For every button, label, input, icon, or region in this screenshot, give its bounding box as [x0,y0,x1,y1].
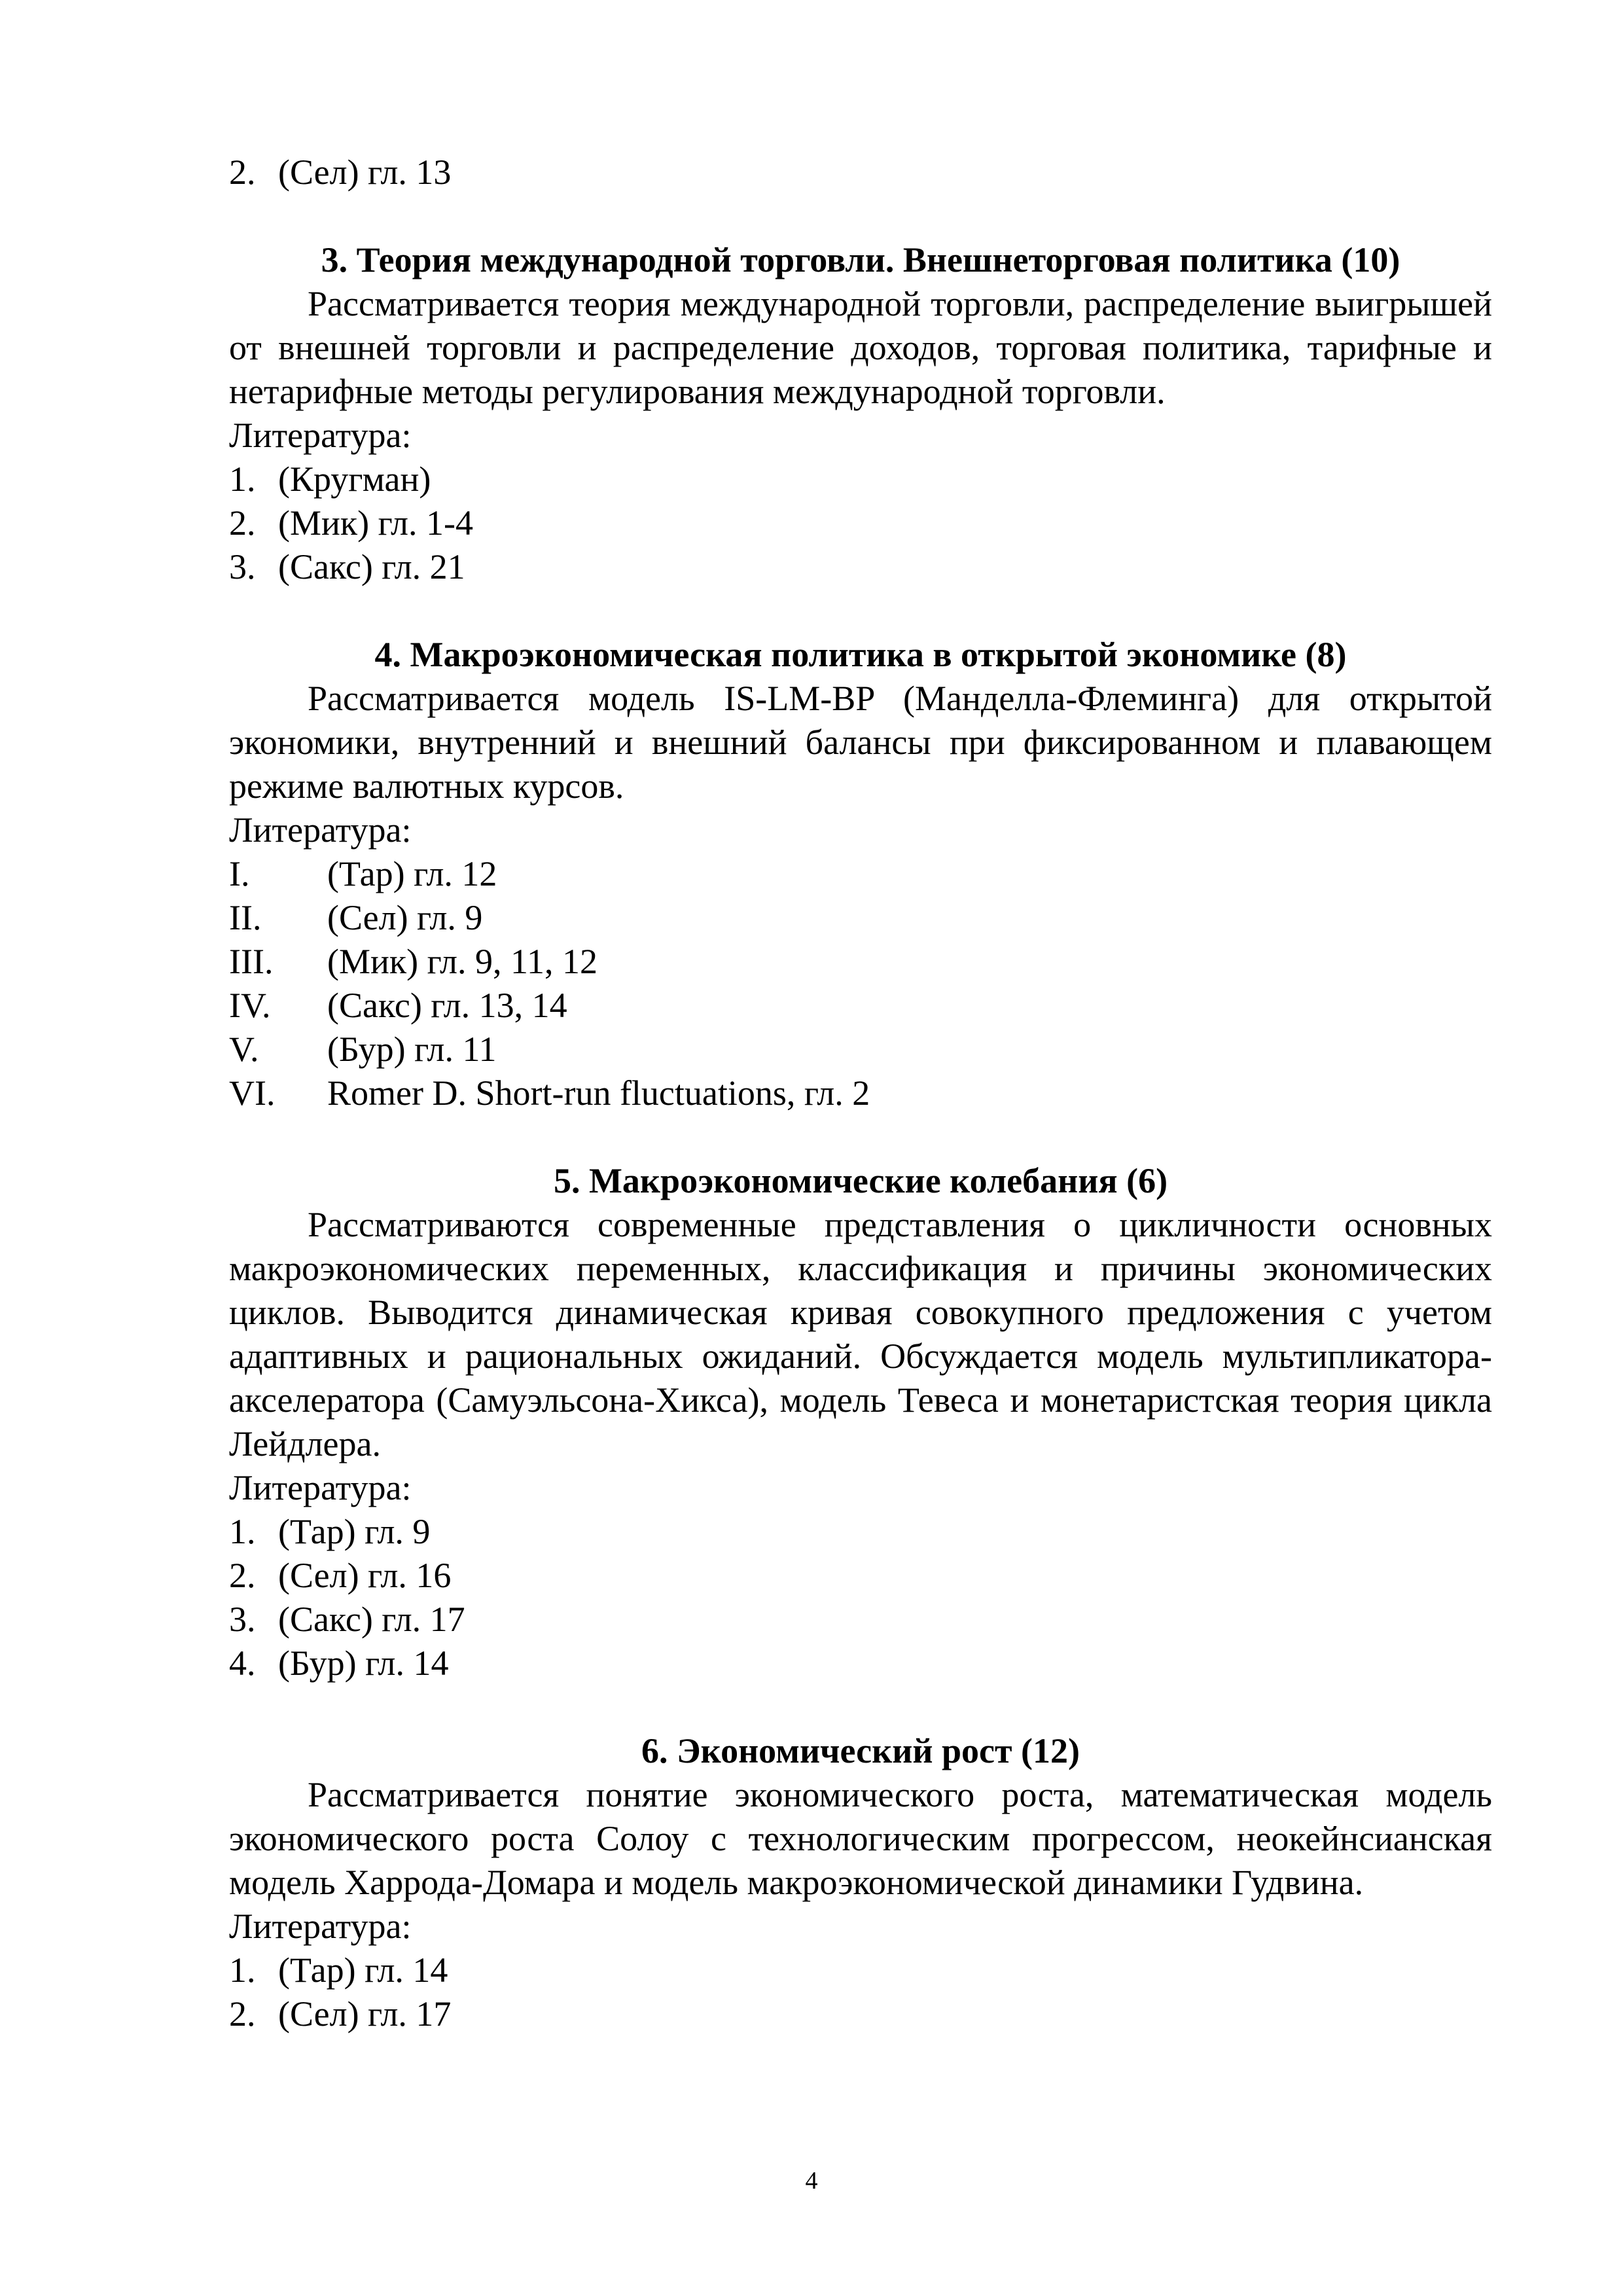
section-paragraph: Рассматривается модель IS-LM-BP (Манделла-Флеминга) для открытой экономики, внутренний и внешний балансы при фиксированном и плавающем режиме валютных курсов. [229,679,1492,806]
list-text: (Тар) гл. 9 [278,1512,431,1551]
list-number: IV. [229,986,271,1025]
list-item [229,151,1492,194]
list-number: V. [229,1030,259,1069]
list-item [229,545,1492,589]
literature-label: Литература: [229,1468,412,1507]
list-text: (Мик) гл. 1-4 [278,503,473,543]
list-number: 1. [229,459,256,499]
list-item [229,1948,1492,1992]
list-item [229,457,1492,501]
section-title: 6. Экономический рост (12) [641,1731,1080,1770]
list-number: 3. [229,547,256,586]
list-number: 2. [229,503,256,543]
list-text: (Мик) гл. 9, 11, 12 [327,942,597,981]
section-6 [229,1729,1492,2036]
list-text: (Сакс) гл. 13, 14 [327,986,567,1025]
list-number: 3. [229,1600,256,1639]
list-item [229,984,1492,1028]
literature-label: Литература: [229,416,412,455]
list-item [229,1598,1492,1641]
list-number: 4. [229,1643,256,1683]
section-4 [229,633,1492,1115]
section-paragraph: Рассматривается понятие экономического роста, математическая модель экономического роста Солоу с технологическим прогрессом, неокейнсианская модель Харрода-Домара и модель макроэкономической динамики Гудвина. [229,1775,1492,1902]
list-number: 1. [229,1512,256,1551]
list-text: (Тар) гл. 12 [327,854,497,893]
list-item [229,852,1492,896]
list-number: 2. [229,1994,256,2034]
page-number: 4 [805,2167,818,2195]
list-text: (Бур) гл. 11 [327,1030,497,1069]
list-text: (Сел) гл. 17 [278,1994,452,2034]
list-item [229,1992,1492,2036]
literature-label: Литература: [229,810,412,850]
page-body [229,151,1492,2036]
list-item [229,896,1492,940]
section-title: 5. Макроэкономические колебания (6) [553,1161,1168,1200]
list-text: (Бур) гл. 14 [278,1643,449,1683]
section-paragraph: Рассматривается теория международной торговли, распределение выигрышей от внешней торговли и распределение доходов, торговая политика, тарифные и нетарифные методы регулирования международной торговли. [229,284,1492,411]
section-5 [229,1159,1492,1685]
list-text: (Сакс) гл. 21 [278,547,465,586]
list-item [229,1554,1492,1598]
list-number: 2. [229,152,256,192]
list-text: (Сел) гл. 9 [327,898,483,937]
section-title: 3. Теория международной торговли. Внешнеторговая политика (10) [321,240,1400,279]
list-number: I. [229,854,250,893]
section-title: 4. Макроэкономическая политика в открытой экономике (8) [374,635,1347,674]
section-paragraph: Рассматриваются современные представления о цикличности основных макроэкономических переменных, классификация и причины экономических циклов. Выводится динамическая кривая совокупного предложения с учетом адаптивных и рациональных ожиданий. Обсуждается модель мультипликатора-акселератора (Самуэльсона-Хикса), модель Тевеса и монетаристская теория цикла Лейдлера. [229,1205,1492,1463]
list-number: 1. [229,1950,256,1990]
literature-label: Литература: [229,1907,412,1946]
list-text: (Тар) гл. 14 [278,1950,448,1990]
list-text: (Кругман) [278,459,431,499]
list-item [229,501,1492,545]
list-number: 2. [229,1556,256,1595]
list-item [229,1510,1492,1554]
list-number: VI. [229,1073,276,1113]
list-text: (Сел) гл. 16 [278,1556,452,1595]
list-number: II. [229,898,262,937]
section-3 [229,238,1492,589]
list-item [229,1071,1492,1115]
list-text: (Сел) гл. 13 [278,152,452,192]
list-item [229,940,1492,984]
list-item [229,1641,1492,1685]
list-text: (Сакс) гл. 17 [278,1600,465,1639]
list-item [229,1028,1492,1071]
list-text: Romer D. Short-run fluctuations, гл. 2 [327,1073,870,1113]
list-number: III. [229,942,274,981]
